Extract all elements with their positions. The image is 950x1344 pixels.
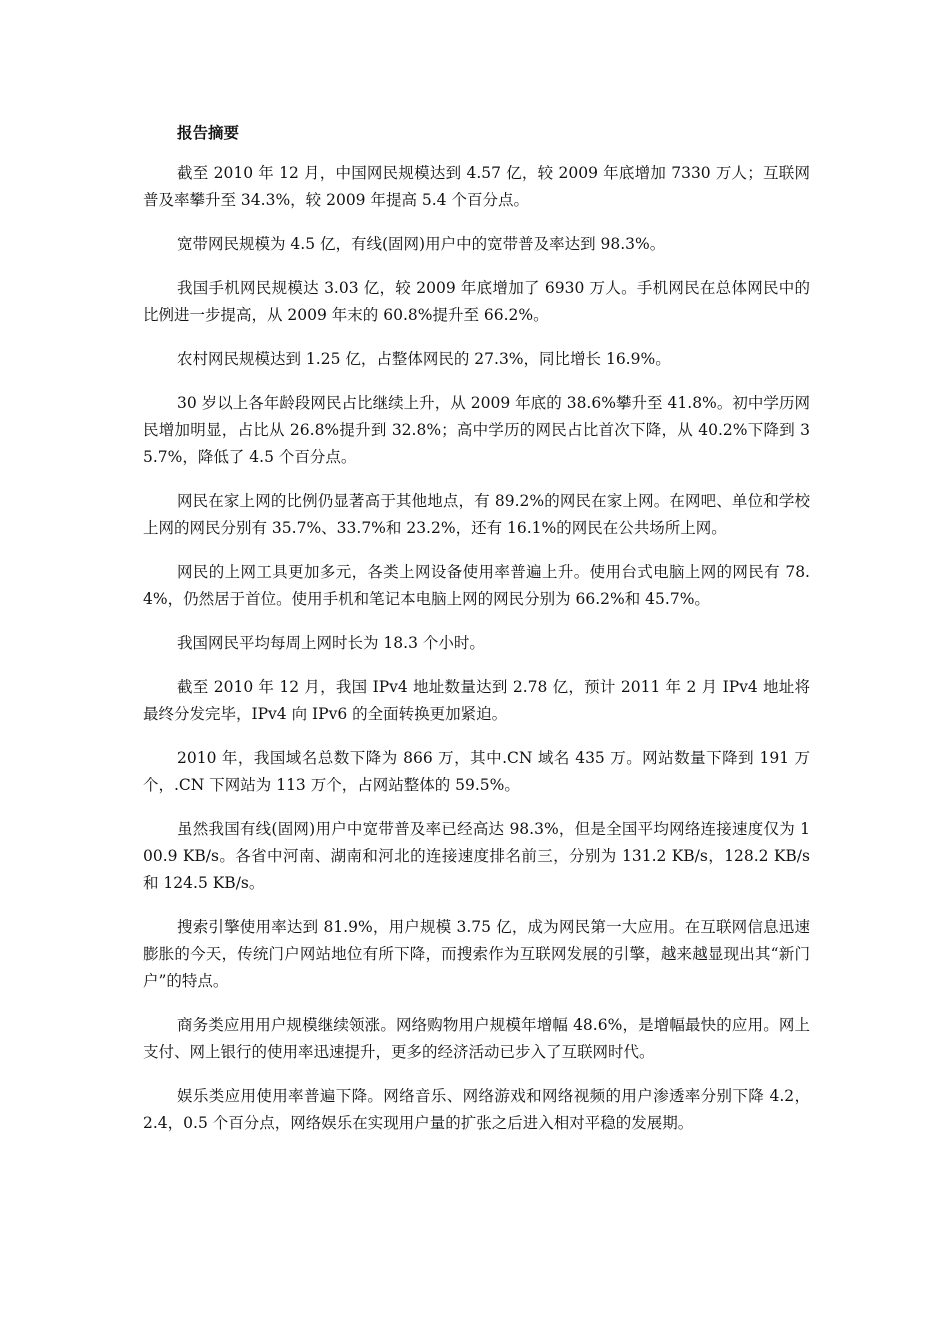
paragraph-access-location: 网民在家上网的比例仍显著高于其他地点，有 89.2%的网民在家上网。在网吧、单位和学校上网的网民分别有 35.7%、33.7%和 23.2%，还有 16.1%的网民在公共场所上网。: [143, 492, 810, 537]
paragraph-search-engine: 搜索引擎使用率达到 81.9%，用户规模 3.75 亿，成为网民第一大应用。在互联网信息迅速膨胀的今天，传统门户网站地位有所下降，而搜索作为互联网发展的引擎，越来越显现出其“新门户”的特点。: [143, 918, 810, 990]
paragraph-ipv4: 截至 2010 年 12 月，我国 IPv4 地址数量达到 2.78 亿，预计 2011 年 2 月 IPv4 地址将最终分发完毕，IPv4 向 IPv6 的全面转换更加紧迫。: [143, 678, 810, 723]
paragraph-connection-speed: 虽然我国有线(固网)用户中宽带普及率已经高达 98.3%，但是全国平均网络连接速度仅为 100.9 KB/s。各省中河南、湖南和河北的连接速度排名前三，分别为 131.2 KB/s，128.2 KB/s 和 124.5 KB/s。: [143, 820, 810, 892]
paragraph-domains-websites: 2010 年，我国域名总数下降为 866 万，其中.CN 域名 435 万。网站数量下降到 191 万个，.CN 下网站为 113 万个，占网站整体的 59.5%。: [143, 749, 810, 794]
paragraph-commerce-apps: 商务类应用用户规模继续领涨。网络购物用户规模年增幅 48.6%，是增幅最快的应用。网上支付、网上银行的使用率迅速提升，更多的经济活动已步入了互联网时代。: [143, 1016, 810, 1061]
paragraph-netizen-scale: 截至 2010 年 12 月，中国网民规模达到 4.57 亿，较 2009 年底增加 7330 万人；互联网普及率攀升至 34.3%，较 2009 年提高 5.4 个百分点。: [143, 164, 810, 209]
paragraph-age-education: 30 岁以上各年龄段网民占比继续上升，从 2009 年底的 38.6%攀升至 41.8%。初中学历网民增加明显，占比从 26.8%提升到 32.8%；高中学历的网民占比首次下降，从 40.2%下降到 35.7%，降低了 4.5 个百分点。: [143, 394, 810, 466]
paragraph-rural-netizens: 农村网民规模达到 1.25 亿，占整体网民的 27.3%，同比增长 16.9%。: [177, 350, 671, 368]
paragraph-broadband: 宽带网民规模为 4.5 亿，有线(固网)用户中的宽带普及率达到 98.3%。: [177, 235, 666, 253]
document-title: 报告摘要: [177, 124, 240, 142]
paragraph-access-devices: 网民的上网工具更加多元，各类上网设备使用率普遍上升。使用台式电脑上网的网民有 78.4%，仍然居于首位。使用手机和笔记本电脑上网的网民分别为 66.2%和 45.7%。: [143, 563, 810, 608]
paragraph-entertainment-apps: 娱乐类应用使用率普遍下降。网络音乐、网络游戏和网络视频的用户渗透率分别下降 4.2，2.4，0.5 个百分点，网络娱乐在实现用户量的扩张之后进入相对平稳的发展期。: [143, 1087, 810, 1132]
paragraph-weekly-hours: 我国网民平均每周上网时长为 18.3 个小时。: [177, 634, 485, 652]
document-body: [143, 120, 810, 1154]
paragraph-mobile-netizens: 我国手机网民规模达 3.03 亿，较 2009 年底增加了 6930 万人。手机网民在总体网民中的比例进一步提高，从 2009 年末的 60.8%提升至 66.2%。: [143, 279, 810, 324]
